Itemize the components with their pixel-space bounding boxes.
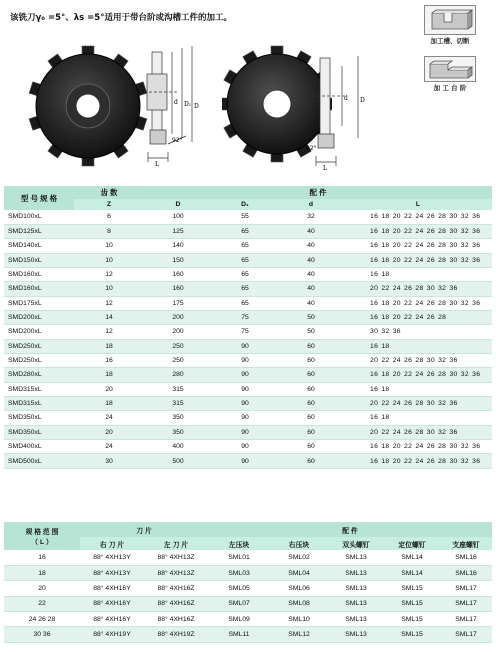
- table-cell: 6: [74, 210, 144, 224]
- table-cell: 24: [74, 440, 144, 454]
- table-row: [4, 565, 492, 580]
- table-cell: 10: [74, 282, 144, 296]
- table-cell: 40: [278, 253, 344, 267]
- table-cell: 18: [4, 565, 80, 580]
- header-blade: 刀 片: [80, 522, 208, 537]
- table-cell: SMD200xL: [4, 325, 74, 339]
- left-section-drawing: [138, 44, 208, 170]
- table-cell: SML03: [208, 565, 270, 580]
- table-cell: 40: [278, 267, 344, 281]
- table-cell: SMD200xL: [4, 310, 74, 324]
- table-row: [4, 296, 492, 310]
- table-cell: 100: [144, 210, 212, 224]
- table-cell: 30 36: [4, 627, 80, 642]
- table-cell: SML17: [440, 627, 492, 642]
- header-accessories: 配 件: [144, 186, 492, 199]
- table-cell: 60: [278, 339, 344, 353]
- table-cell: 32: [278, 210, 344, 224]
- table-cell: 350: [144, 425, 212, 439]
- table-row: [4, 454, 492, 468]
- table-cell: 14: [74, 310, 144, 324]
- table-cell: 20: [74, 425, 144, 439]
- header-seat-screw: 支座螺钉: [440, 537, 492, 550]
- table-cell: SML15: [384, 581, 440, 596]
- table-cell: SMD140xL: [4, 239, 74, 253]
- table-cell: 16 18: [344, 267, 492, 281]
- table-cell: 90: [212, 396, 278, 410]
- table-cell: SML08: [270, 596, 328, 611]
- table-cell: SML13: [328, 581, 384, 596]
- table-cell: 60: [278, 425, 344, 439]
- table-cell: 16: [4, 550, 80, 565]
- table-cell: 88° 4XH16Z: [144, 612, 208, 627]
- table-cell: 40: [278, 282, 344, 296]
- table-cell: 500: [144, 454, 212, 468]
- table-cell: 160: [144, 267, 212, 281]
- table-row: [4, 339, 492, 353]
- table-cell: 315: [144, 382, 212, 396]
- table-cell: 16 18 20 22 24 26 28 30 32 36: [344, 440, 492, 454]
- table-cell: SML16: [440, 550, 492, 565]
- table-row: [4, 282, 492, 296]
- table-cell: 160: [144, 282, 212, 296]
- table-row: [4, 224, 492, 238]
- table-cell: SML15: [384, 596, 440, 611]
- table-cell: 75: [212, 325, 278, 339]
- table-cell: 88° 4XH19Y: [80, 627, 144, 642]
- table-cell: 10: [74, 253, 144, 267]
- table-cell: 200: [144, 310, 212, 324]
- table-cell: 60: [278, 454, 344, 468]
- table-row: [4, 581, 492, 596]
- table-row: [4, 368, 492, 382]
- table-row: [4, 239, 492, 253]
- table-cell: 50: [278, 310, 344, 324]
- table-cell: SML13: [328, 627, 384, 642]
- table-cell: SMD160xL: [4, 282, 74, 296]
- right-angle-label: 92°: [306, 145, 317, 152]
- table-row: [4, 627, 492, 642]
- table-cell: 20: [4, 581, 80, 596]
- header-range-label: 规 格 范 围: [25, 529, 59, 536]
- table-cell: SML01: [208, 550, 270, 565]
- right-L-label: L: [323, 165, 327, 172]
- table-cell: 16 18: [344, 411, 492, 425]
- table-cell: 350: [144, 411, 212, 425]
- table-cell: SML14: [384, 550, 440, 565]
- table-cell: 65: [212, 224, 278, 238]
- table-cell: SMD400xL: [4, 440, 74, 454]
- table-cell: SML13: [328, 596, 384, 611]
- table-row: [4, 612, 492, 627]
- table-cell: 20 22 24 26 28 30 32 36: [344, 425, 492, 439]
- badge-groove: [424, 5, 476, 45]
- badge-step-caption: 加 工 台 阶: [433, 84, 467, 92]
- table-cell: 88° 4XH16Y: [80, 612, 144, 627]
- table-row: [4, 382, 492, 396]
- table-cell: 16: [74, 353, 144, 367]
- table-cell: SMD350xL: [4, 411, 74, 425]
- table-cell: SML11: [208, 627, 270, 642]
- table-cell: SML15: [384, 612, 440, 627]
- header-range-symbol: （ L ）: [31, 539, 53, 546]
- header-L: L: [344, 199, 492, 210]
- table-cell: 400: [144, 440, 212, 454]
- step-workpiece-icon: [424, 56, 476, 82]
- table-cell: 88° 4XH16Z: [144, 596, 208, 611]
- table-cell: 65: [212, 253, 278, 267]
- left-d-label: d: [174, 99, 178, 106]
- table-cell: 18: [74, 368, 144, 382]
- table-cell: SMD500xL: [4, 454, 74, 468]
- header-double-screw: 双头螺钉: [328, 537, 384, 550]
- table-cell: SML13: [328, 612, 384, 627]
- table-cell: 150: [144, 253, 212, 267]
- table-cell: 20 22 24 26 28 30 32 36: [344, 282, 492, 296]
- table-cell: 16 18: [344, 339, 492, 353]
- table-cell: 16 18 20 22 24 26 28 30 32 36: [344, 454, 492, 468]
- table-cell: 16 18 20 22 24 26 28 30 32 36: [344, 224, 492, 238]
- table-cell: SMD350xL: [4, 425, 74, 439]
- left-angle-label: 92°: [172, 137, 183, 144]
- table-cell: 90: [212, 368, 278, 382]
- table-cell: 24: [74, 411, 144, 425]
- table-cell: 18: [74, 396, 144, 410]
- table-cell: 88° 4XH19Z: [144, 627, 208, 642]
- table-cell: 88° 4XH13Z: [144, 565, 208, 580]
- table-cell: SML07: [208, 596, 270, 611]
- table-cell: 8: [74, 224, 144, 238]
- table-cell: 16 18 20 22 24 26 28 30 32 36: [344, 296, 492, 310]
- table-cell: SML17: [440, 596, 492, 611]
- table-cell: 90: [212, 353, 278, 367]
- table-cell: SMD150xL: [4, 253, 74, 267]
- table-cell: 16 18: [344, 382, 492, 396]
- table-row: [4, 353, 492, 367]
- table-cell: 88° 4XH16Z: [144, 581, 208, 596]
- header-locating-screw: 定位螺钉: [384, 537, 440, 550]
- table-cell: 40: [278, 224, 344, 238]
- table-row: [4, 411, 492, 425]
- table-cell: 65: [212, 267, 278, 281]
- table-row: [4, 310, 492, 324]
- table-cell: 315: [144, 396, 212, 410]
- header-left-clamp: 左压块: [208, 537, 270, 550]
- table-row: [4, 210, 492, 224]
- table-cell: SMD315xL: [4, 382, 74, 396]
- cutter-spec-table: [4, 186, 492, 469]
- table-cell: 12: [74, 325, 144, 339]
- table-cell: SML02: [270, 550, 328, 565]
- table-cell: SML12: [270, 627, 328, 642]
- table-cell: 90: [212, 425, 278, 439]
- table-cell: 16 18 20 22 24 26 28 30 32 36: [344, 368, 492, 382]
- accessory-table: [4, 522, 492, 643]
- table-cell: 60: [278, 353, 344, 367]
- table-cell: 200: [144, 325, 212, 339]
- table-cell: 88° 4XH13Y: [80, 550, 144, 565]
- table-cell: SML13: [328, 565, 384, 580]
- table-row: [4, 550, 492, 565]
- table-cell: SML17: [440, 612, 492, 627]
- table-row: [4, 267, 492, 281]
- right-d-label: d: [344, 95, 348, 102]
- header-left-blade: 左 刀 片: [144, 537, 208, 550]
- table-cell: 24 26 28: [4, 612, 80, 627]
- left-D-label: D: [194, 103, 199, 110]
- table-cell: SMD280xL: [4, 368, 74, 382]
- table-row: [4, 440, 492, 454]
- table-row: [4, 325, 492, 339]
- table-cell: 55: [212, 210, 278, 224]
- table-cell: SML09: [208, 612, 270, 627]
- header-D1: D₁: [212, 199, 278, 210]
- groove-workpiece-icon: [424, 5, 476, 35]
- table-cell: SML15: [384, 627, 440, 642]
- table-cell: 40: [278, 296, 344, 310]
- table-cell: 88° 4XH13Y: [80, 565, 144, 580]
- table-cell: 280: [144, 368, 212, 382]
- left-cutter-image: [28, 38, 148, 168]
- table-cell: 250: [144, 353, 212, 367]
- table-cell: 40: [278, 239, 344, 253]
- table-cell: 140: [144, 239, 212, 253]
- table-row: [4, 253, 492, 267]
- table-cell: SMD160xL: [4, 267, 74, 281]
- table-row: [4, 425, 492, 439]
- right-section-drawing: [306, 52, 376, 174]
- table-cell: 125: [144, 224, 212, 238]
- table-cell: SML05: [208, 581, 270, 596]
- table-cell: 30: [74, 454, 144, 468]
- table-cell: SML13: [328, 550, 384, 565]
- header-teeth: 齿 数: [74, 186, 144, 199]
- table-cell: 18: [74, 339, 144, 353]
- header-right-clamp: 右压块: [270, 537, 328, 550]
- table-cell: 60: [278, 396, 344, 410]
- table-cell: 75: [212, 310, 278, 324]
- header-teeth-symbol: Z: [74, 199, 144, 210]
- table-cell: 22: [4, 596, 80, 611]
- table-cell: 90: [212, 454, 278, 468]
- table-cell: 20: [74, 382, 144, 396]
- table-cell: 60: [278, 368, 344, 382]
- header-right-blade: 右 刀 片: [80, 537, 144, 550]
- table-cell: 90: [212, 440, 278, 454]
- table-cell: SMD315xL: [4, 396, 74, 410]
- table-cell: 65: [212, 282, 278, 296]
- table-cell: 16 18 20 22 24 26 28 30 32 36: [344, 210, 492, 224]
- table-cell: 88° 4XH16Y: [80, 581, 144, 596]
- header-d: d: [278, 199, 344, 210]
- intro-text: 该铣刀γ₀ =5°、λs =5°适用于带台阶或沟槽工件的加工。: [10, 13, 232, 23]
- table-cell: 30 32 36: [344, 325, 492, 339]
- table-cell: SML04: [270, 565, 328, 580]
- header-range: [4, 522, 80, 550]
- table-cell: 90: [212, 339, 278, 353]
- table-cell: 65: [212, 296, 278, 310]
- right-D-label: D: [360, 97, 365, 104]
- table-cell: 20 22 24 26 28 30 32 36: [344, 353, 492, 367]
- table-cell: 20 22 24 26 28 30 32 36: [344, 396, 492, 410]
- table-cell: SMD250xL: [4, 339, 74, 353]
- table-cell: SML17: [440, 581, 492, 596]
- table-cell: 250: [144, 339, 212, 353]
- left-D1-label: D₁: [184, 101, 192, 108]
- table-cell: 88° 4XH16Y: [80, 596, 144, 611]
- table-cell: 90: [212, 411, 278, 425]
- table-cell: 60: [278, 382, 344, 396]
- table-row: [4, 596, 492, 611]
- table-cell: SML14: [384, 565, 440, 580]
- table-cell: 90: [212, 382, 278, 396]
- table-row: [4, 396, 492, 410]
- table-cell: 88° 4XH13Z: [144, 550, 208, 565]
- table-cell: 60: [278, 440, 344, 454]
- left-L-label: L: [155, 161, 159, 168]
- header-D: D: [144, 199, 212, 210]
- badge-groove-caption: 加工槽、切断: [430, 37, 470, 45]
- header-model: 型 号 规 格: [4, 186, 74, 210]
- badge-step: [424, 56, 476, 92]
- table-cell: 65: [212, 239, 278, 253]
- table-cell: 175: [144, 296, 212, 310]
- table-cell: 12: [74, 296, 144, 310]
- table-cell: SML06: [270, 581, 328, 596]
- table-cell: 10: [74, 239, 144, 253]
- table-cell: SMD125xL: [4, 224, 74, 238]
- table-cell: 60: [278, 411, 344, 425]
- table-cell: 16 18 20 22 24 26 28 30 32 36: [344, 253, 492, 267]
- table-cell: 16 18 20 22 24 26 28: [344, 310, 492, 324]
- header-parts: 配 件: [208, 522, 492, 537]
- table-cell: SMD250xL: [4, 353, 74, 367]
- table-cell: SML10: [270, 612, 328, 627]
- table-cell: SMD175xL: [4, 296, 74, 310]
- table-cell: 16 18 20 22 24 26 28 30 32 36: [344, 239, 492, 253]
- table-cell: 12: [74, 267, 144, 281]
- table-cell: SML16: [440, 565, 492, 580]
- table-cell: 50: [278, 325, 344, 339]
- table-cell: SMD100xL: [4, 210, 74, 224]
